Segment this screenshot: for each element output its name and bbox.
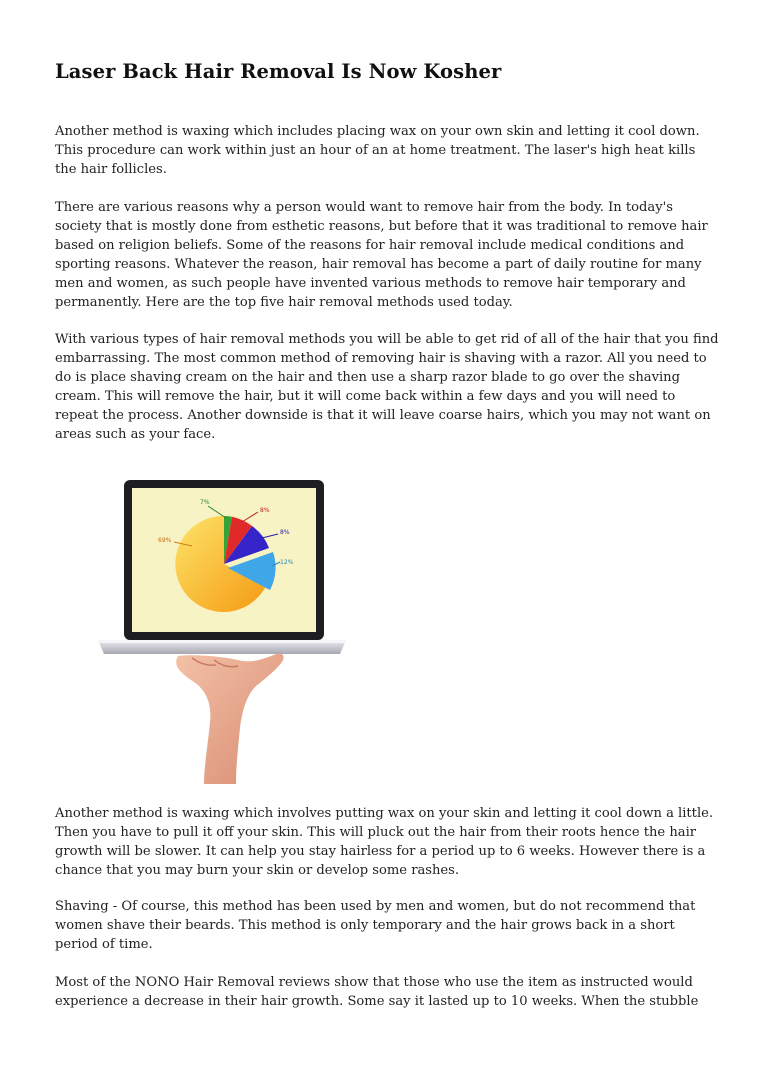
paragraph-3: With various types of hair removal methods you will be able to get rid of all of the hair that you find embarrassing. The most common method of removing hair is shaving with a razor. All you need to do is place shaving cream on the hair and then use a sharp razor blade to go over the shaving cream. This will remove the hair, but it will come back within a few days and you will need to repeat the process. Another downside is that it will leave coarse hairs, which you may not want on areas such as your face. — [55, 332, 719, 442]
paragraph-2: There are various reasons why a person would want to remove hair from the body. In today's society that is mostly done from esthetic reasons, but before that it was traditional to remove hair based on religion beliefs. Some of the reasons for hair removal include medical conditions and sporting reasons. Whatever the reason, hair removal has become a part of daily routine for many men and women, as such people have invented various methods to remove hair temporary and permanently. Here are the top five hair removal methods used today. — [55, 200, 708, 310]
pie-label-red: 8% — [260, 507, 270, 514]
pie-label-yellow: 69% — [158, 537, 172, 544]
paragraph-5: Shaving - Of course, this method has been used by men and women, but do not recommend that women shave their beards. This method is only temporary and the hair grows back in a short period of time. — [55, 899, 696, 952]
laptop-pie-chart-image — [96, 476, 348, 784]
pie-label-blue: 8% — [280, 529, 290, 536]
page-title: Laser Back Hair Removal Is Now Kosher — [55, 60, 502, 83]
paragraph-1: Another method is waxing which includes placing wax on your own skin and letting it cool down. This procedure can work within just an hour of an at home treatment. The laser's high heat kills the hair follicles. — [55, 124, 700, 177]
pie-label-lightblue: 12% — [280, 559, 294, 566]
hand — [176, 653, 283, 784]
paragraph-6: Most of the NONO Hair Removal reviews show that those who use the item as instructed would experience a decrease in their hair growth. Some say it lasted up to 10 weeks. When the stubble — [55, 975, 699, 1009]
paragraph-4: Another method is waxing which involves putting wax on your skin and letting it cool down a little. Then you have to pull it off your skin. This will pluck out the hair from their roots hence the hair growth will be slower. It can help you stay hairless for a period up to 6 weeks. However there is a chance that you may burn your skin or develop some rashes. — [55, 806, 714, 878]
pie-label-green: 7% — [200, 499, 210, 506]
laptop-illustration — [96, 476, 348, 784]
